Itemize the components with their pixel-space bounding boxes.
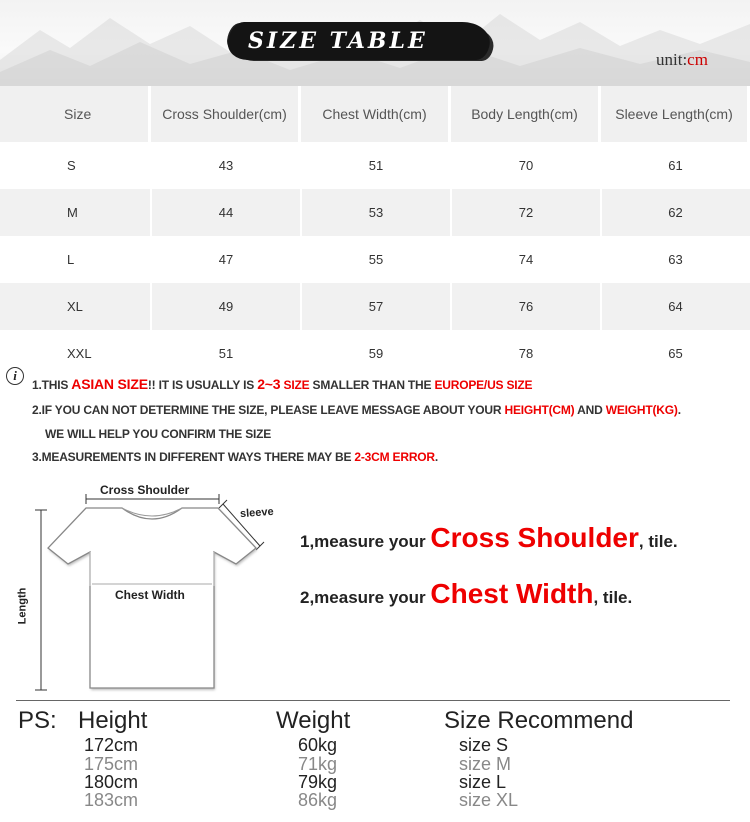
- unit-prefix: unit:: [656, 50, 688, 69]
- cross-shoulder-label: Cross Shoulder: [100, 483, 190, 497]
- column-header-size: Size: [0, 86, 151, 142]
- table-cell: 64: [668, 299, 683, 314]
- weight-value: 60kg: [298, 735, 338, 755]
- note-3: 3.MEASUREMENTS IN DIFFERENT WAYS THERE MAY BE 2-3CM ERROR.: [32, 450, 439, 464]
- table-cell: 62: [668, 205, 683, 220]
- length-label: Length: [16, 587, 29, 625]
- height-value: 175cm: [84, 754, 139, 774]
- column-divider: [600, 142, 602, 362]
- column-header-cross-shoulder: Cross Shoulder(cm): [151, 86, 301, 142]
- table-cell: XL: [67, 299, 83, 314]
- column-header-sleeve-length: Sleeve Length(cm): [601, 86, 750, 142]
- table-cell: 76: [518, 299, 534, 314]
- height-value: 183cm: [84, 790, 139, 810]
- table-cell: 43: [218, 158, 234, 173]
- table-row: [0, 330, 750, 377]
- ps-label: PS:: [18, 707, 57, 734]
- table-cell: 74: [518, 252, 534, 267]
- note-2-continued: WE WILL HELP YOU CONFIRM THE SIZE: [45, 427, 272, 441]
- chest-width-label: Chest Width: [115, 588, 185, 602]
- table-header-row: [0, 86, 750, 142]
- info-icon: i: [6, 367, 24, 385]
- table-cell: 57: [368, 299, 384, 314]
- table-cell: 78: [518, 346, 534, 361]
- column-divider: [450, 142, 452, 362]
- table-row: [0, 189, 750, 236]
- table-cell: 72: [518, 205, 534, 220]
- table-cell: 49: [218, 299, 234, 314]
- table-cell: 44: [218, 205, 234, 220]
- height-value: 172cm: [84, 735, 139, 755]
- sleeve-label: sleeve: [239, 505, 275, 521]
- page-title: SIZE TABLE: [248, 28, 428, 54]
- column-divider: [300, 142, 302, 362]
- measure-instruction-2: 2,measure your Chest Width, tile.: [300, 578, 633, 609]
- size-table: [0, 86, 750, 377]
- divider: [16, 700, 730, 701]
- table-cell: S: [67, 158, 76, 173]
- table-cell: 70: [518, 158, 534, 173]
- table-cell: 55: [368, 252, 384, 267]
- size-value: size L: [459, 772, 507, 792]
- weight-value: 79kg: [298, 772, 338, 792]
- table-cell: 53: [368, 205, 384, 220]
- table-cell: 51: [218, 346, 234, 361]
- table-cell: 51: [368, 158, 384, 173]
- table-cell: 65: [668, 346, 683, 361]
- table-cell: 47: [218, 252, 234, 267]
- column-header-body-length: Body Length(cm): [451, 86, 601, 142]
- table-cell: M: [67, 205, 78, 220]
- table-row: [0, 236, 750, 283]
- table-cell: 59: [368, 346, 384, 361]
- height-value: 180cm: [84, 772, 139, 792]
- size-value: size S: [459, 735, 509, 755]
- measure-instruction-1: 1,measure your Cross Shoulder, tile.: [300, 522, 678, 553]
- unit-value: cm: [687, 50, 708, 69]
- height-header: Height: [78, 707, 148, 734]
- size-value: size M: [459, 754, 512, 774]
- tshirt-diagram: [14, 478, 284, 696]
- note-2: 2.IF YOU CAN NOT DETERMINE THE SIZE, PLEASE LEAVE MESSAGE ABOUT YOUR HEIGHT(CM) AND WEIGHT(KG).: [32, 403, 681, 417]
- weight-value: 71kg: [298, 754, 338, 774]
- column-divider: [150, 142, 152, 362]
- table-row: [0, 142, 750, 189]
- note-1: 1.THIS ASIAN SIZE!! IT IS USUALLY IS 2~3 SIZE SMALLER THAN THE EUROPE/US SIZE: [32, 376, 533, 392]
- header-banner: [0, 0, 750, 86]
- size-recommend-header: Size Recommend: [444, 707, 634, 734]
- table-cell: XXL: [67, 346, 92, 361]
- table-cell: L: [67, 252, 75, 267]
- size-value: size XL: [459, 790, 519, 810]
- unit-label: [656, 50, 708, 70]
- weight-value: 86kg: [298, 790, 338, 810]
- table-cell: 61: [668, 158, 683, 173]
- column-header-chest-width: Chest Width(cm): [301, 86, 451, 142]
- weight-header: Weight: [276, 707, 351, 734]
- table-cell: 63: [668, 252, 683, 267]
- table-row: [0, 283, 750, 330]
